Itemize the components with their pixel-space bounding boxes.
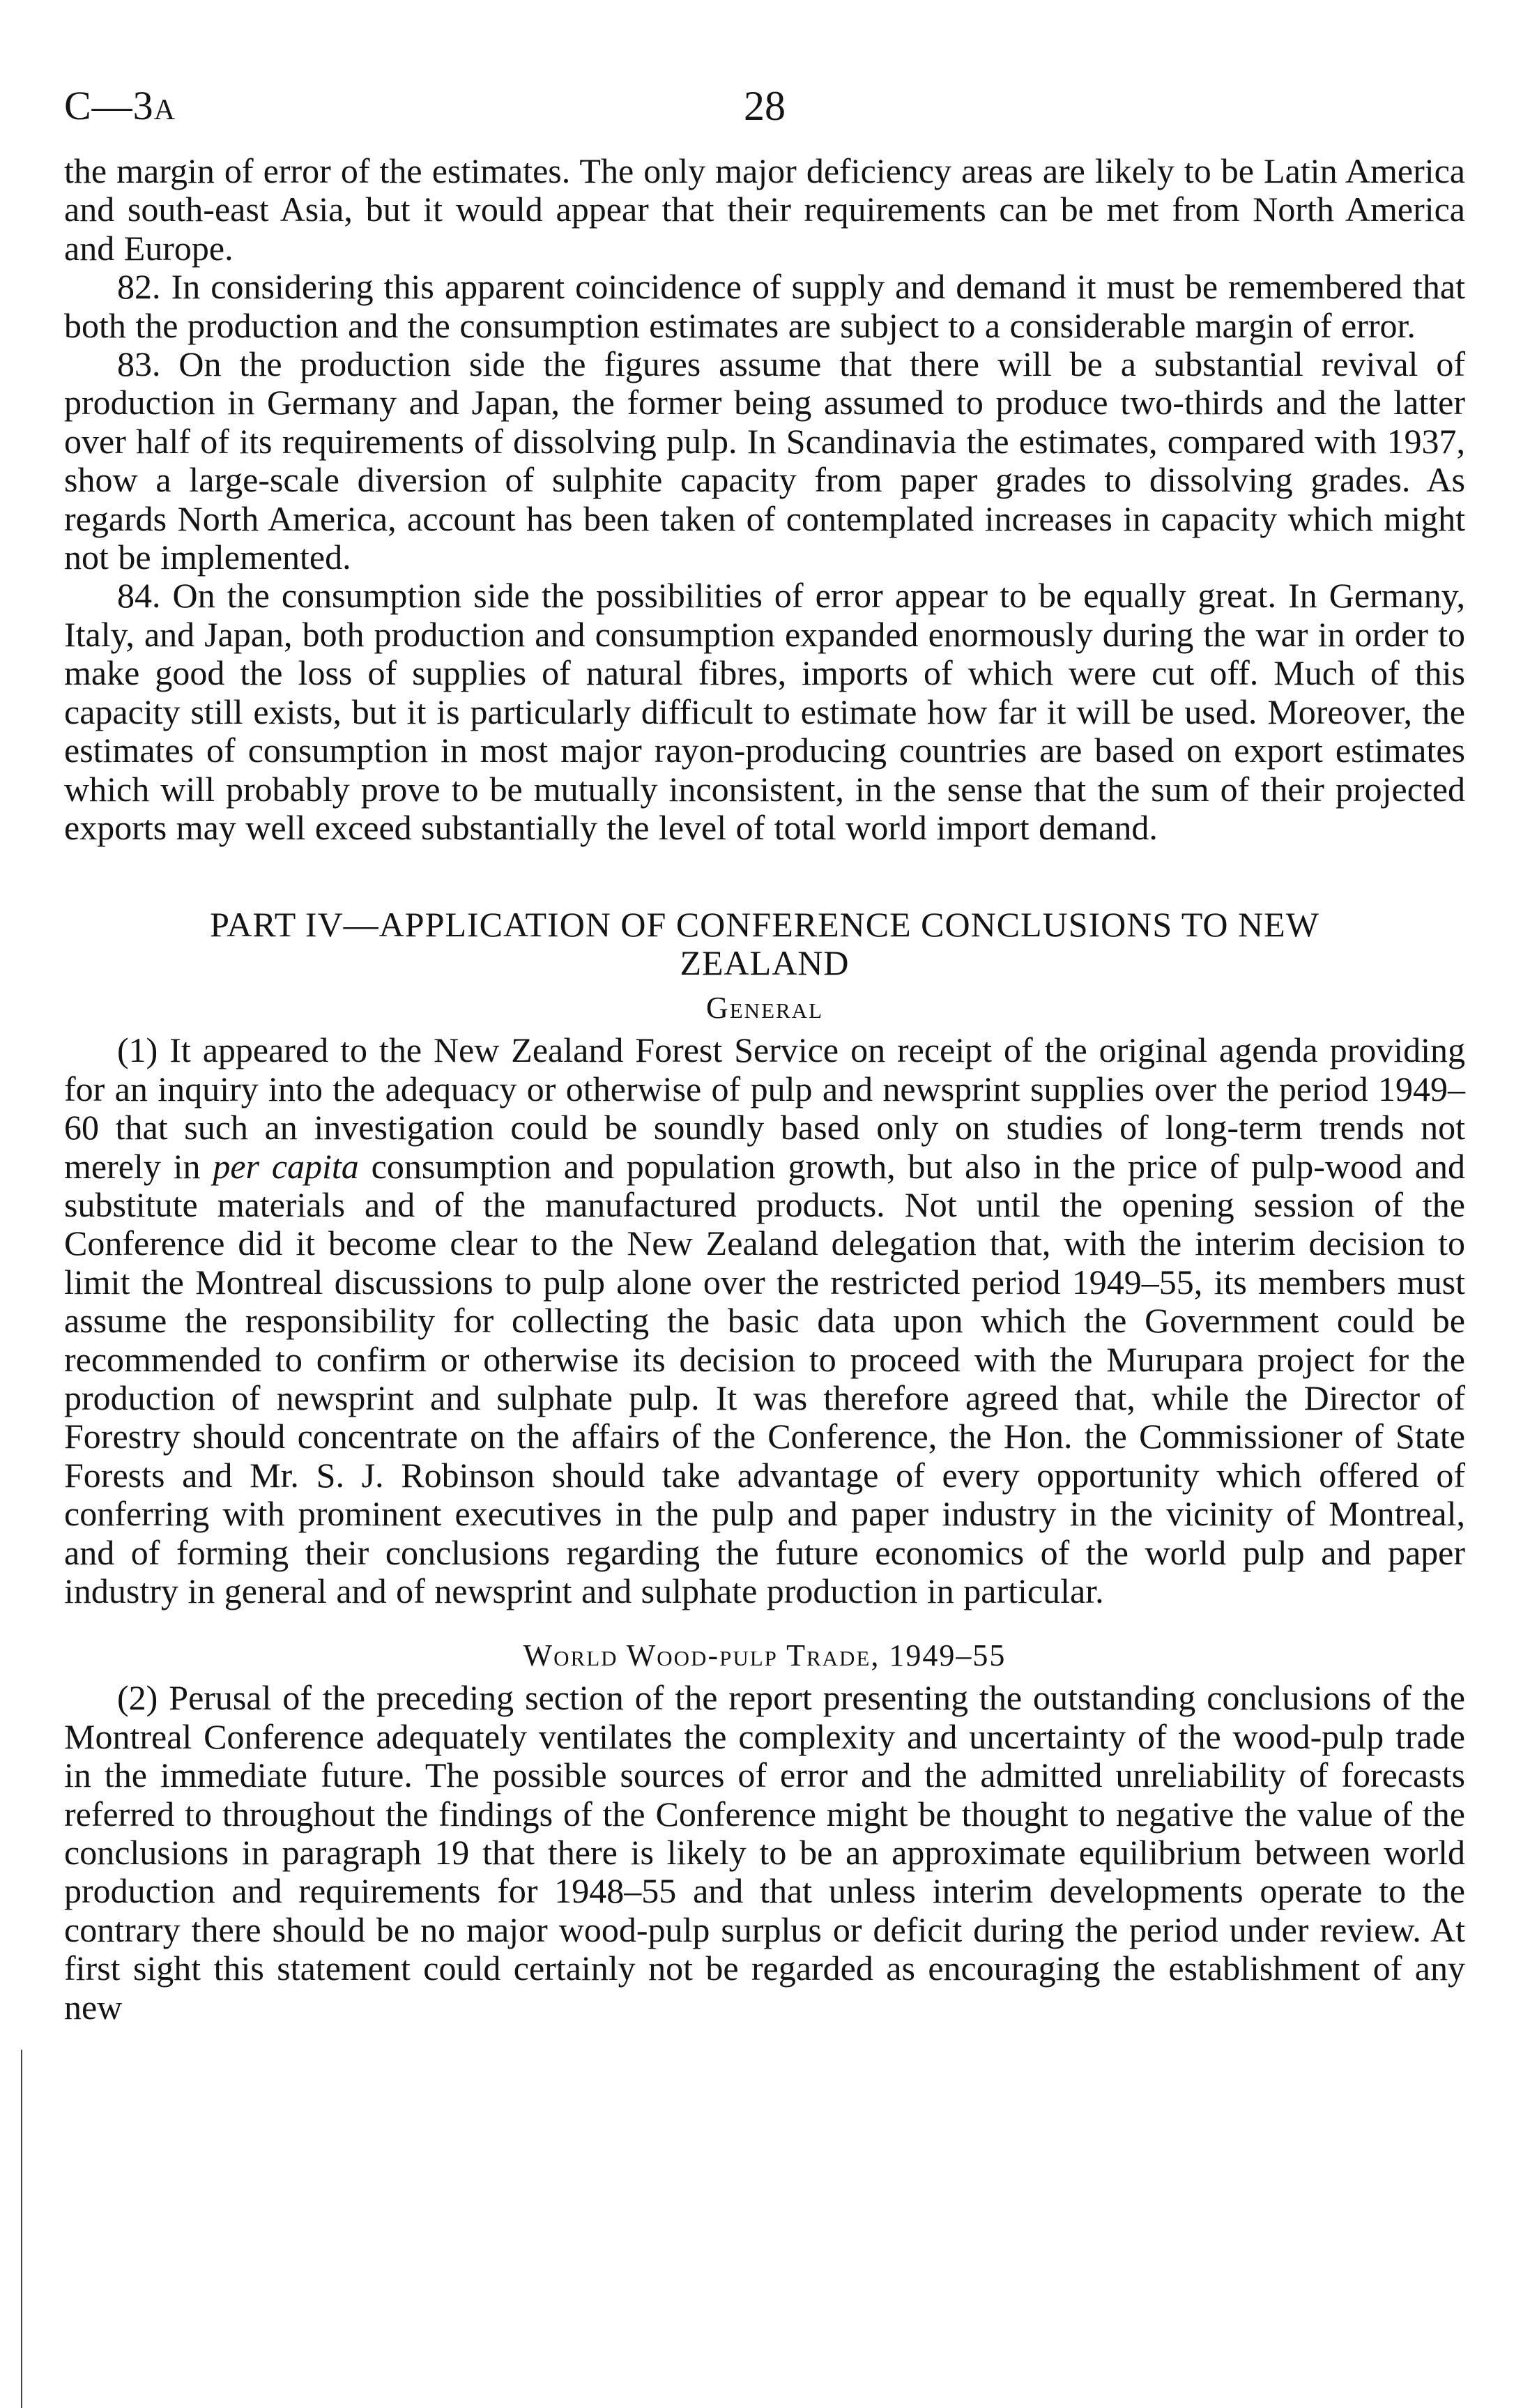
- paragraph-83: 83. On the production side the figures assume that there will be a substantial revival of production in Germany and Japan, the former being assumed to produce two-thirds and the latter over half of its requirements of dissolving pulp. In Scandinavia the estimates, compared with 1937, show a large-scale diversion of sulphite capacity from paper grades to dissolving grades. As regards North America, account has been taken of contemplated increases in capacity which might not be implemented.: [64, 344, 1465, 577]
- document-code-main: C—3: [64, 83, 154, 128]
- part-title: PART IV—APPLICATION OF CONFERENCE CONCLUSIONS TO NEW ZEALAND: [210, 905, 1319, 983]
- paragraph-1-text-b: consumption and population growth, but also in the price of pulp-wood and substitute materials and of the manufactured products. Not until the opening session of the Conference did it become clear to the New Zealand delegation that, with the interim decision to limit the Montreal discussions to pulp alone over the restricted period 1949–55, its members must assume the responsibility for collecting the basic data upon which the Government could be recommended to confirm or otherwise its decision to proceed with the Murupara project for the production of newsprint and sulphate pulp. It was therefore agreed that, while the Director of Forestry should concentrate on the affairs of the Conference, the Hon. the Commissioner of State Forests and Mr. S. J. Robinson should take advantage of every opportunity which offered of conferring with prominent executives in the pulp and paper industry in the vicinity of Montreal, and of forming their conclusions regarding the future economics of the world pulp and paper industry in general and of newsprint and sulphate production in particular.: [64, 1146, 1465, 1610]
- paragraph-1-italic: per capita: [213, 1146, 359, 1186]
- page-header: [64, 82, 1465, 152]
- margin-rule: [21, 2050, 22, 2408]
- paragraph-1-text-a: (1) It appeared to the New Zealand Forest Service on receipt of the original agenda providing for an inquiry into the adequacy or otherwise of pulp and newsprint supplies over the period 1949–60 that such an investigation could be soundly based only on studies of long-term trends not merely in: [64, 1030, 1465, 1186]
- paragraph-continuation: the margin of error of the estimates. The only major deficiency areas are likely to be Latin America and south-east Asia, but it would appear that their requirements can be met from North America and Europe.: [64, 151, 1465, 268]
- section-heading-general: General: [705, 991, 824, 1026]
- paragraph-84: 84. On the consumption side the possibilities of error appear to be equally great. In Germany, Italy, and Japan, both production and consumption expanded enormously during the war in order to make good the loss of supplies of natural fibres, imports of which were cut off. Much of this capacity still exists, but it is particularly difficult to estimate how far it will be used. Moreover, the estimates of consumption in most major rayon-producing countries are based on export estimates which will probably prove to be mutually inconsistent, in the sense that the sum of their projected exports may well exceed substantially the level of total world import demand.: [64, 576, 1465, 847]
- document-page: [64, 82, 1465, 2027]
- section-heading-trade: World Wood-pulp Trade, 1949–55: [523, 1638, 1007, 1673]
- paragraph-82: 82. In considering this apparent coincidence of supply and demand it must be remembered that both the production and the consumption estimates are subject to a considerable margin of error.: [64, 267, 1465, 345]
- document-code-suffix: A: [153, 94, 176, 126]
- paragraph-2: (2) Perusal of the preceding section of the report presenting the outstanding conclusions of the Montreal Conference adequately ventilates the complexity and uncertainty of the wood-pulp trade in the immediate future. The possible sources of error and the admitted unreliability of forecasts referred to throughout the findings of the Conference might be thought to negative the value of the conclusions in paragraph 19 that there is likely to be an approximate equilibrium between world production and requirements for 1948–55 and that unless interim developments operate to the contrary there should be no major wood-pulp surplus or deficit during the period under review. At first sight this statement could certainly not be regarded as encouraging the establishment of any new: [64, 1678, 1465, 2027]
- page-number: 28: [744, 83, 786, 129]
- paragraph-1: [64, 1031, 1465, 1610]
